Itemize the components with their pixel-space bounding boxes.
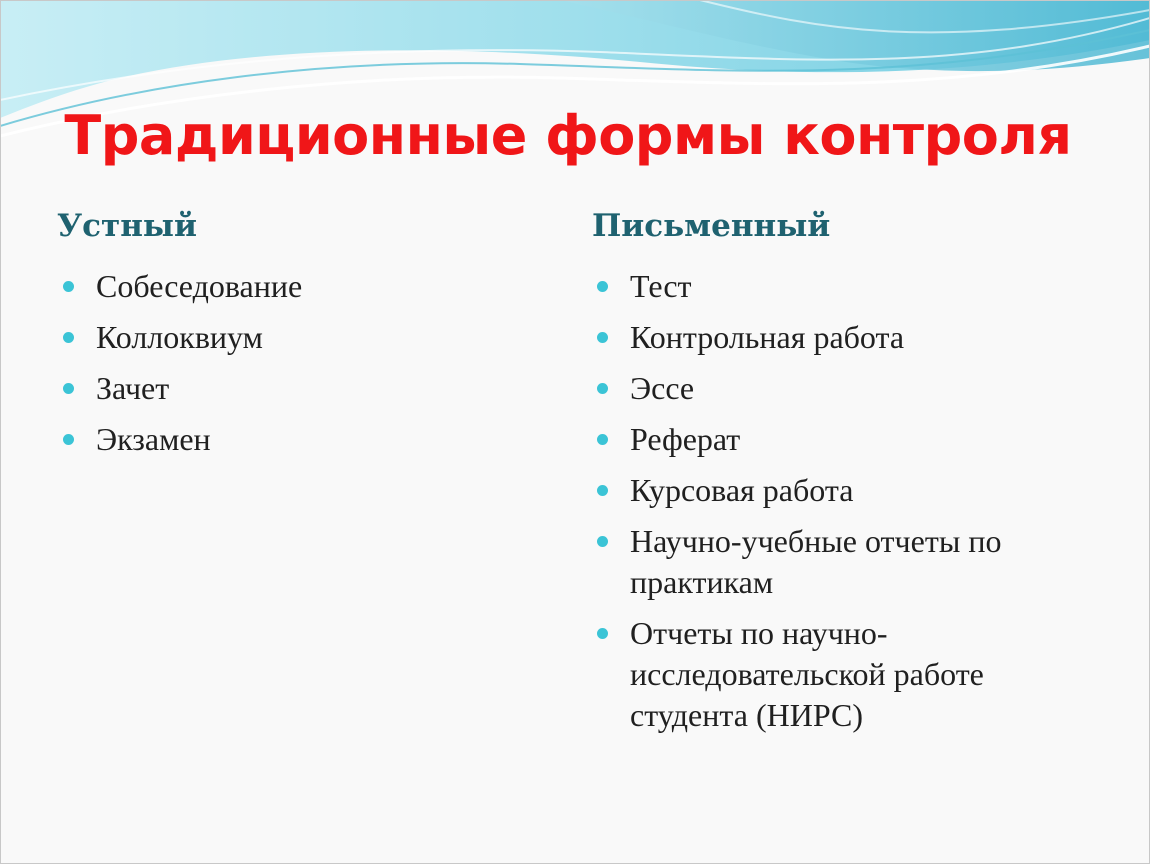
- slide-title: Традиционные формы контроля: [64, 104, 1072, 167]
- list-item-text: Тест: [630, 268, 692, 304]
- round-bullet-icon: [597, 485, 608, 496]
- list-item: [96, 266, 556, 307]
- round-bullet-icon: [597, 434, 608, 445]
- list-item-text: Собеседование: [96, 268, 303, 304]
- list-item: [96, 419, 556, 460]
- round-bullet-icon: [63, 332, 74, 343]
- round-bullet-icon: [63, 281, 74, 292]
- oral-forms-list: [96, 266, 556, 470]
- list-item: [630, 419, 1090, 460]
- list-item: [630, 521, 1090, 603]
- round-bullet-icon: [597, 628, 608, 639]
- round-bullet-icon: [63, 434, 74, 445]
- list-item-text: Реферат: [630, 421, 741, 457]
- list-item: [630, 317, 1090, 358]
- round-bullet-icon: [597, 383, 608, 394]
- list-item-text: Отчеты по научно-исследовательской работе студента (НИРС): [630, 615, 984, 733]
- list-item-text: Эссе: [630, 370, 695, 406]
- list-item: [630, 266, 1090, 307]
- written-forms-list: [630, 266, 1090, 746]
- list-item-text: Научно-учебные отчеты по практикам: [630, 523, 1002, 600]
- list-item: [96, 368, 556, 409]
- round-bullet-icon: [63, 383, 74, 394]
- list-item-text: Зачет: [96, 370, 170, 406]
- list-item-text: Курсовая работа: [630, 472, 854, 508]
- list-item: [630, 613, 1090, 736]
- oral-column-heading: Устный: [57, 208, 197, 244]
- list-item: [96, 317, 556, 358]
- list-item: [630, 368, 1090, 409]
- round-bullet-icon: [597, 281, 608, 292]
- list-item-text: Коллоквиум: [96, 319, 263, 355]
- list-item-text: Контрольная работа: [630, 319, 905, 355]
- written-column-heading: Письменный: [592, 208, 831, 244]
- round-bullet-icon: [597, 536, 608, 547]
- list-item: [630, 470, 1090, 511]
- list-item-text: Экзамен: [96, 421, 211, 457]
- round-bullet-icon: [597, 332, 608, 343]
